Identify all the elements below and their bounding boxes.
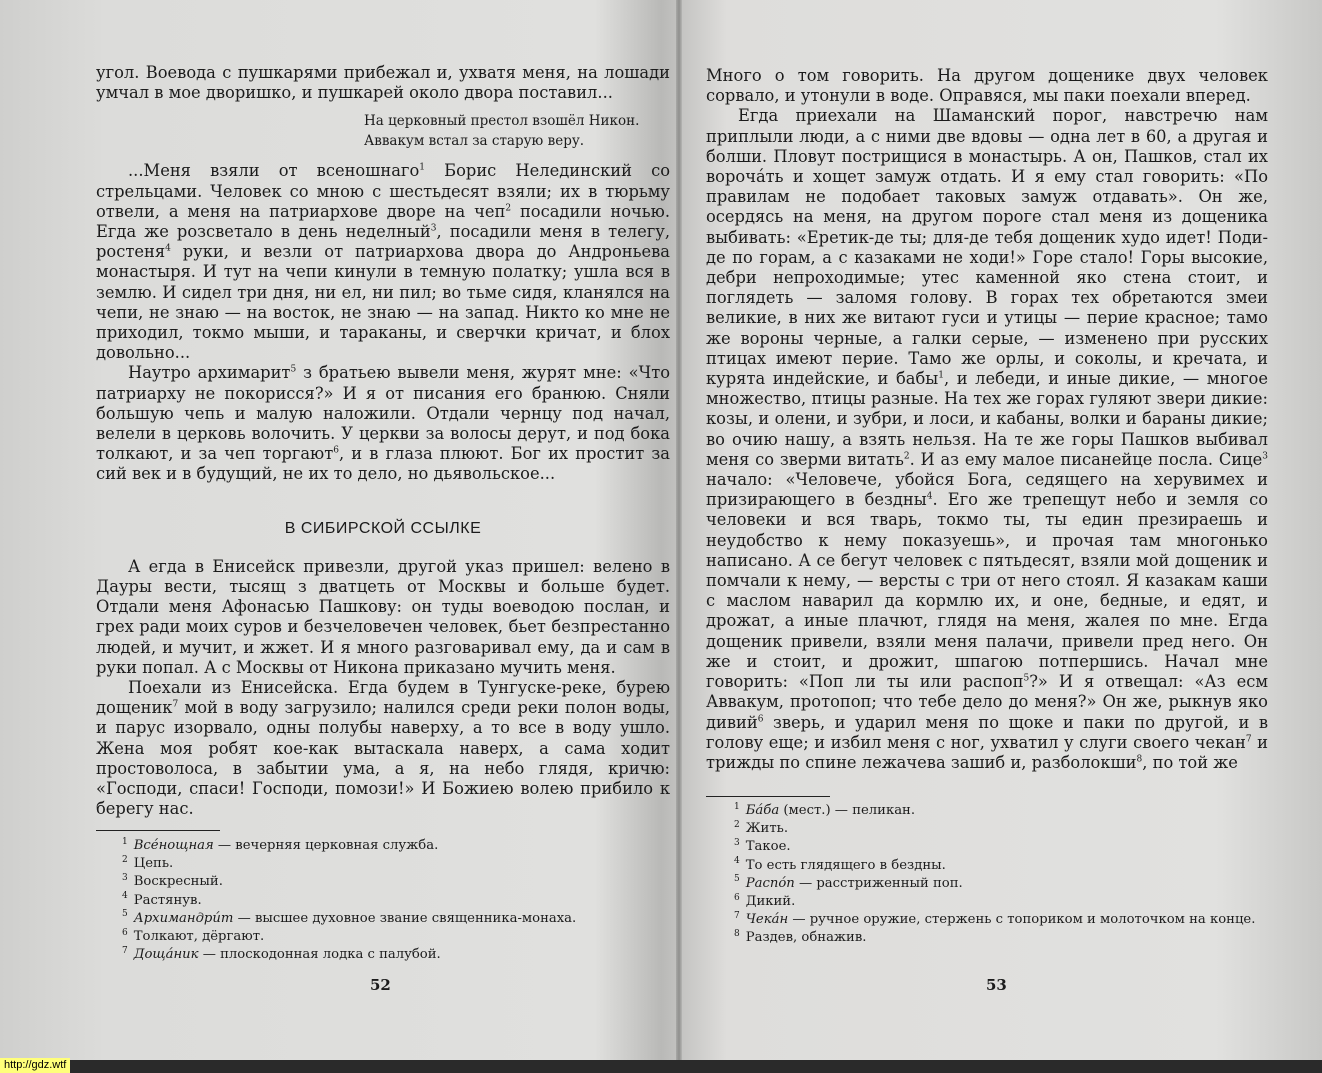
paragraph: А егда в Енисейск привезли, другой указ пришел: велено в Дауры вести, тысящ з дватцеть от Москвы и больше будет. Отдали меня Афонасью Пашкову: он туды воеводою послан, и грех ради моих суров и безчеловечен человек, бьет безпрестанно людей, и мучит, и жжет. И я много разговаривал ему, да и сам в руки попал. А с Москвы от Никона приказано мучить меня. [96,556,670,677]
paragraph: Поехали из Енисейска. Егда будем в Тунгуске-реке, бурею дощеник$^7$ мой в воду загрузило; налился среди реки полон воды, и парус изорвало, одны полубы наверху, а то все в воду ушло. Жена моя робят кое-как вытаскала наверх, а сама ходит простоволоса, в забытии ума, а я, на небо глядя, кричю: «Господи, спаси! Господи, помози!» И Божиею волею прибило к берегу нас. [96,678,670,819]
left-page-body [96,63,670,820]
paragraph: Наутро архимарит$^5$ з братьею вывели меня, журят мне: «Что патриарху не покорисся?» И я от писания его бранюю. Сняли большую чепь и малую наложили. Отдали чернцу под начал, велели в церковь волочить. У церкви за волосы дерут, и под бока толкают, и за чеп торгают$^6$, и в глаза плюют. Бог их простит за сий век и в будущий, не их то дело, но дьявольское... [96,363,670,484]
poem-line: На церковный престол взошёл Никон. [364,113,640,130]
footnote: $^1$ Бáба (мест.) — пеликан. [734,801,916,818]
footnote: $^4$ То есть глядящего в бездны. [734,856,946,873]
footnote: $^8$ Раздев, обнажив. [734,929,867,946]
footnote-divider [706,796,830,797]
paragraph: ...Меня взяли от всеношнаго$^1$ Борис Нелединский со стрельцами. Человек со мною с шестьдесят взяли; их в тюрьму отвели, а меня на патриархове дворе на чеп$^2$ посадили ночью. Егда же розсветало в день неделный$^3$, посадили меня в телегу, ростеня$^4$ руки, и везли от патриархова двора до Андроньева монастыря. И тут на чепи кинули в темную полатку; ушла вся в землю. И сидел три дня, ни ел, ни пил; во тьме сидя, кланялся на чепи, не знаю — на восток, не знаю — на запад. Никто ко мне не приходил, токмо мыши, и тараканы, и сверчки кричат, и блох довольно... [96,161,670,363]
page-number: 52 [370,976,391,994]
paragraph: угол. Воевода с пушкарями прибежал и, ухватя меня, на лошади умчал в мое дворишко, и пушкарей около двора поставил... [96,63,670,103]
footnote-divider [96,830,220,831]
footnote: $^2$ Жить. [734,819,789,837]
right-page-body [706,66,1268,773]
footnote: $^3$ Воскресный. [122,873,223,890]
watermark-link[interactable]: http://gdz.wtf [0,1058,70,1073]
paragraph: Егда приехали на Шаманский порог, навстречю нам приплыли люди, а с ними две вдовы — одна лет в 60, а другая и болши. Пловут пострищися в монастырь. А он, Пашков, стал их ворочáть и хощет замуж отдать. И я ему стал говорить: «По правилам не подобает таковых замуж отдавать». Он же, осердясь на меня, на другом пороге стал меня из дощеника выбивать: «Еретик-де ты; для-де тебя дощеник худо идет! Поди-де по горам, а с казаками не ходи!» Горе стало! Горы высокие, дебри непроходимые; утес каменной яко стена стоит, и поглядеть — заломя голову. В горах тех обретаются змеи великие, в них же витают гуси и утицы — перие красное; тамо же вороны черные, а галки серые, — изменено при русских птицах имеют перие. Тамо же орлы, и соколы, и кречата, и курята индейские, и бабы$^1$, и лебеди, и иные дикие, — многое множество, птицы разные. На тех же горах гуляют звери дикие: козы, и олени, и зубри, и лоси, и кабаны, волки и бараны дикие; во очию нашу, а взять нельзя. На те же горы Пашков выбивал меня со зверми витать$^2$. И аз ему малое писанейце посла. Сице$^3$ начало: «Человече, убойся Бога, седящего на херувимех и призирающего в бездны$^4$. Его же трепещут небо и земля со человеки и вся тварь, токмо ты, ты един презираешь и неудобство к нему показуешь», и прочая там многонько написано. А се бегут человек с пятьдесят, взяли мой дощеник и помчали к нему, — версты с три от него стоял. Я казакам каши с маслом наварил да кормлю их, и оне, бедные, и едят, и дрожат, а иные плачют, глядя на меня, жалея по мне. Егда дощеник привели, взяли меня палачи, привели пред него. Он же и стоит, и дрожит, шпагою потпершись. Начал мне говорить: «Поп ли ты или распоп$^5$?» И я отвещал: «Аз есм Аввакум, протопоп; что тебе дело до меня?» Он же, рыкнув яко дивий$^6$ зверь, и ударил меня по щоке и паки по другой, и в голову еще; и избил меня с ног, ухватил у слуги своего чекан$^7$ и трижды по спине лежачева зашиб и, разболокши$^8$, по той же [706,106,1268,772]
paragraph: Много о том говорить. На другом дощенике двух человек сорвало, и утонули в воде. Оправяся, мы паки поехали вперед. [706,66,1268,106]
left-footnotes [100,837,660,964]
footnote: $^6$ Толкают, дёргают. [122,927,265,945]
right-page [682,0,1322,1060]
footnote: $^2$ Цепь. [122,854,174,872]
footnote: $^5$ Распóп — расстриженный поп. [734,874,963,891]
footnote: $^5$ Архимандрúт — высшее духовное звание священника-монаха. [122,909,577,926]
footnote: $^1$ Всéнощная — вечерняя церковная служба. [122,836,439,853]
footnote: $^7$ Дощáник — плоскодонная лодка с палубой. [122,945,441,963]
section-title: В СИБИРСКОЙ ССЫЛКЕ [284,519,482,537]
footnote: $^3$ Такое. [734,838,791,855]
poem-line: Аввакум встал за старую веру. [364,133,585,150]
footnote: $^7$ Чекáн — ручное оружие, стержень с топориком и молоточком на конце. [734,910,1256,928]
page-number: 53 [986,976,1007,994]
footnote: $^6$ Дикий. [734,892,796,910]
poem-epigraph [364,111,670,151]
footnote: $^4$ Растянув. [122,891,202,908]
right-footnotes [712,802,1274,948]
